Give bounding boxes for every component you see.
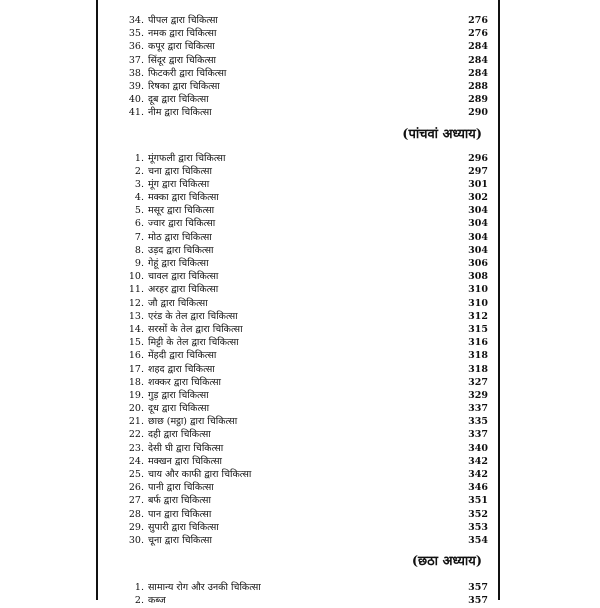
entry-title: शक्कर द्वारा चिकित्सा bbox=[148, 376, 221, 388]
entry-page-number: 304 bbox=[468, 231, 488, 243]
toc-entry bbox=[118, 283, 488, 296]
toc-entry bbox=[118, 297, 488, 310]
entry-page-number: 289 bbox=[468, 94, 488, 106]
entry-number: 29. bbox=[128, 521, 144, 533]
toc-entry bbox=[118, 204, 488, 217]
table-of-contents bbox=[118, 14, 488, 608]
toc-entry bbox=[118, 402, 488, 415]
toc-entry bbox=[118, 165, 488, 178]
toc-page bbox=[8, 0, 592, 607]
entry-title: नमक द्वारा चिकित्सा bbox=[148, 28, 217, 40]
entry-page-number: 354 bbox=[468, 534, 488, 546]
entry-number: 14. bbox=[128, 323, 144, 335]
toc-entry bbox=[118, 455, 488, 468]
entry-number: 9. bbox=[134, 258, 144, 269]
entry-page-number: 351 bbox=[468, 495, 488, 507]
entry-number: 15. bbox=[128, 337, 144, 349]
entry-page-number: 288 bbox=[468, 80, 488, 92]
toc-entry bbox=[118, 534, 488, 547]
toc-entry bbox=[118, 257, 488, 270]
entry-title: कपूर द्वारा चिकित्सा bbox=[148, 41, 215, 53]
right-border-line bbox=[498, 0, 500, 600]
entry-title: उड़द द्वारा चिकित्सा bbox=[148, 244, 214, 256]
entry-title: मेंहदी द्वारा चिकित्सा bbox=[148, 350, 217, 362]
entry-title: मोठ द्वारा चिकित्सा bbox=[148, 231, 212, 243]
entry-number: 7. bbox=[134, 231, 144, 243]
entry-title: सुपारी द्वारा चिकित्सा bbox=[148, 521, 219, 533]
entry-page-number: 329 bbox=[468, 389, 488, 401]
toc-entry bbox=[118, 594, 488, 607]
entry-number: 17. bbox=[128, 363, 144, 375]
toc-entry bbox=[118, 442, 488, 455]
entry-number: 12. bbox=[128, 297, 144, 309]
entry-title: चावल द्वारा चिकित्सा bbox=[148, 271, 219, 283]
entry-page-number: 308 bbox=[468, 271, 488, 283]
entry-title: दूध द्वारा चिकित्सा bbox=[148, 403, 210, 415]
entry-title: चूना द्वारा चिकित्सा bbox=[148, 534, 212, 546]
entry-title: छाछ (मट्ठा) द्वारा चिकित्सा bbox=[148, 416, 238, 428]
entry-page-number: 340 bbox=[468, 442, 488, 454]
toc-entry bbox=[118, 508, 488, 521]
entry-page-number: 342 bbox=[468, 469, 488, 480]
entry-title: चना द्वारा चिकित्सा bbox=[148, 165, 212, 177]
toc-entry bbox=[118, 376, 488, 389]
entry-number: 6. bbox=[134, 218, 144, 230]
entry-page-number: 337 bbox=[468, 403, 488, 415]
entry-page-number: 335 bbox=[468, 416, 488, 428]
entry-title: मूंगफली द्वारा चिकित्सा bbox=[148, 152, 226, 164]
entry-number: 1. bbox=[134, 582, 144, 594]
entry-number: 8. bbox=[134, 244, 144, 256]
entry-number: 35. bbox=[128, 28, 144, 40]
toc-entry bbox=[118, 191, 488, 204]
entry-number: 1. bbox=[134, 152, 144, 164]
entry-title: चाय और काफी द्वारा चिकित्सा bbox=[148, 469, 252, 480]
entry-page-number: 297 bbox=[468, 165, 488, 177]
entry-title: अरहर द्वारा चिकित्सा bbox=[148, 284, 219, 296]
entry-title: फिटकरी द्वारा चिकित्सा bbox=[148, 67, 227, 79]
entry-page-number: 304 bbox=[468, 205, 488, 217]
chapter-5-title: (पांचवां अध्याय) bbox=[402, 126, 482, 142]
entry-number: 40. bbox=[128, 94, 144, 106]
entry-page-number: 353 bbox=[468, 521, 488, 533]
entry-title: पानी द्वारा चिकित्सा bbox=[148, 482, 214, 494]
entry-title: नीम द्वारा चिकित्सा bbox=[148, 107, 212, 119]
entry-page-number: 301 bbox=[468, 178, 488, 190]
entry-page-number: 312 bbox=[468, 310, 488, 322]
toc-entry bbox=[118, 270, 488, 283]
entry-page-number: 306 bbox=[468, 258, 488, 269]
toc-entry bbox=[118, 521, 488, 534]
entry-number: 20. bbox=[128, 403, 144, 415]
toc-entry bbox=[118, 231, 488, 244]
toc-entry bbox=[118, 40, 488, 53]
entry-page-number: 357 bbox=[468, 595, 488, 607]
entry-title: मिट्टी के तेल द्वारा चिकित्सा bbox=[148, 337, 239, 349]
entry-title: कब्ज bbox=[148, 595, 166, 607]
entry-title: मूंग द्वारा चिकित्सा bbox=[148, 178, 210, 190]
toc-entry bbox=[118, 481, 488, 494]
entry-title: एरंड के तेल द्वारा चिकित्सा bbox=[148, 310, 238, 322]
chapter-heading-6 bbox=[118, 547, 488, 577]
toc-entry bbox=[118, 244, 488, 257]
entry-number: 16. bbox=[128, 350, 144, 362]
entry-number: 27. bbox=[128, 495, 144, 507]
toc-entry bbox=[118, 494, 488, 507]
toc-entry bbox=[118, 178, 488, 191]
toc-entry bbox=[118, 152, 488, 165]
section-chapter-5 bbox=[118, 152, 488, 548]
entry-number: 24. bbox=[128, 455, 144, 467]
entry-page-number: 284 bbox=[468, 54, 488, 66]
entry-number: 11. bbox=[128, 284, 144, 296]
entry-number: 22. bbox=[128, 429, 144, 441]
entry-page-number: 342 bbox=[468, 455, 488, 467]
entry-page-number: 284 bbox=[468, 67, 488, 79]
entry-page-number: 316 bbox=[468, 337, 488, 349]
entry-number: 34. bbox=[128, 15, 144, 26]
entry-number: 19. bbox=[128, 389, 144, 401]
toc-entry bbox=[118, 323, 488, 336]
toc-entry bbox=[118, 389, 488, 402]
section-chapter-4-continued bbox=[118, 14, 488, 120]
toc-entry bbox=[118, 67, 488, 80]
entry-title: सिंदूर द्वारा चिकित्सा bbox=[148, 54, 216, 66]
toc-entry bbox=[118, 106, 488, 119]
toc-entry bbox=[118, 310, 488, 323]
entry-page-number: 352 bbox=[468, 508, 488, 520]
toc-entry bbox=[118, 581, 488, 594]
entry-number: 23. bbox=[128, 442, 144, 454]
entry-page-number: 304 bbox=[468, 218, 488, 230]
section-chapter-6 bbox=[118, 581, 488, 607]
entry-title: मक्खन द्वारा चिकित्सा bbox=[148, 455, 223, 467]
entry-title: जौ द्वारा चिकित्सा bbox=[148, 297, 208, 309]
entry-number: 26. bbox=[128, 482, 144, 494]
entry-number: 37. bbox=[128, 54, 144, 66]
entry-page-number: 315 bbox=[468, 323, 488, 335]
toc-entry bbox=[118, 468, 488, 481]
entry-page-number: 318 bbox=[468, 363, 488, 375]
entry-title: गेहूं द्वारा चिकित्सा bbox=[148, 258, 209, 269]
entry-page-number: 327 bbox=[468, 376, 488, 388]
entry-number: 21. bbox=[128, 416, 144, 428]
entry-page-number: 290 bbox=[468, 107, 488, 119]
entry-title: सरसों के तेल द्वारा चिकित्सा bbox=[148, 323, 243, 335]
entry-number: 5. bbox=[134, 205, 144, 217]
toc-entry bbox=[118, 363, 488, 376]
entry-page-number: 304 bbox=[468, 244, 488, 256]
entry-title: मक्का द्वारा चिकित्सा bbox=[148, 192, 219, 204]
entry-page-number: 337 bbox=[468, 429, 488, 441]
entry-number: 28. bbox=[128, 508, 144, 520]
entry-title: बर्फ द्वारा चिकित्सा bbox=[148, 495, 211, 507]
entry-number: 2. bbox=[134, 595, 144, 607]
entry-number: 38. bbox=[128, 67, 144, 79]
entry-number: 36. bbox=[128, 41, 144, 53]
toc-entry bbox=[118, 54, 488, 67]
entry-number: 4. bbox=[134, 192, 144, 204]
entry-page-number: 310 bbox=[468, 284, 488, 296]
toc-entry bbox=[118, 217, 488, 230]
entry-page-number: 276 bbox=[468, 15, 488, 26]
entry-page-number: 284 bbox=[468, 41, 488, 53]
toc-entry bbox=[118, 93, 488, 106]
entry-title: दही द्वारा चिकित्सा bbox=[148, 429, 211, 441]
entry-title: पान द्वारा चिकित्सा bbox=[148, 508, 212, 520]
entry-title: मसूर द्वारा चिकित्सा bbox=[148, 205, 215, 217]
entry-number: 2. bbox=[134, 165, 144, 177]
toc-entry bbox=[118, 27, 488, 40]
toc-entry bbox=[118, 14, 488, 27]
entry-number: 18. bbox=[128, 376, 144, 388]
chapter-6-title: (छठा अध्याय) bbox=[411, 554, 482, 570]
entry-page-number: 357 bbox=[468, 582, 488, 594]
entry-page-number: 310 bbox=[468, 297, 488, 309]
entry-number: 25. bbox=[128, 469, 144, 480]
entry-number: 10. bbox=[128, 271, 144, 283]
entry-page-number: 302 bbox=[468, 192, 488, 204]
toc-entry bbox=[118, 415, 488, 428]
entry-page-number: 296 bbox=[468, 152, 488, 164]
toc-entry bbox=[118, 80, 488, 93]
left-border-line bbox=[96, 0, 98, 600]
entry-number: 3. bbox=[134, 178, 144, 190]
entry-page-number: 276 bbox=[468, 28, 488, 40]
entry-page-number: 346 bbox=[468, 482, 488, 494]
entry-title: दूब द्वारा चिकित्सा bbox=[148, 94, 209, 106]
entry-title: देसी घी द्वारा चिकित्सा bbox=[148, 442, 224, 454]
toc-entry bbox=[118, 336, 488, 349]
toc-entry bbox=[118, 349, 488, 362]
entry-title: पीपल द्वारा चिकित्सा bbox=[148, 15, 218, 26]
toc-entry bbox=[118, 428, 488, 441]
entry-number: 39. bbox=[128, 80, 144, 92]
entry-number: 41. bbox=[128, 107, 144, 119]
entry-title: ज्वार द्वारा चिकित्सा bbox=[148, 218, 216, 230]
entry-title: रिषका द्वारा चिकित्सा bbox=[148, 80, 220, 92]
entry-number: 30. bbox=[128, 534, 144, 546]
entry-page-number: 318 bbox=[468, 350, 488, 362]
entry-number: 13. bbox=[128, 310, 144, 322]
entry-title: शहद द्वारा चिकित्सा bbox=[148, 363, 215, 375]
entry-title: गुड़ द्वारा चिकित्सा bbox=[148, 389, 209, 401]
entry-title: सामान्य रोग और उनकी चिकित्सा bbox=[148, 582, 261, 594]
chapter-heading-5 bbox=[118, 120, 488, 150]
